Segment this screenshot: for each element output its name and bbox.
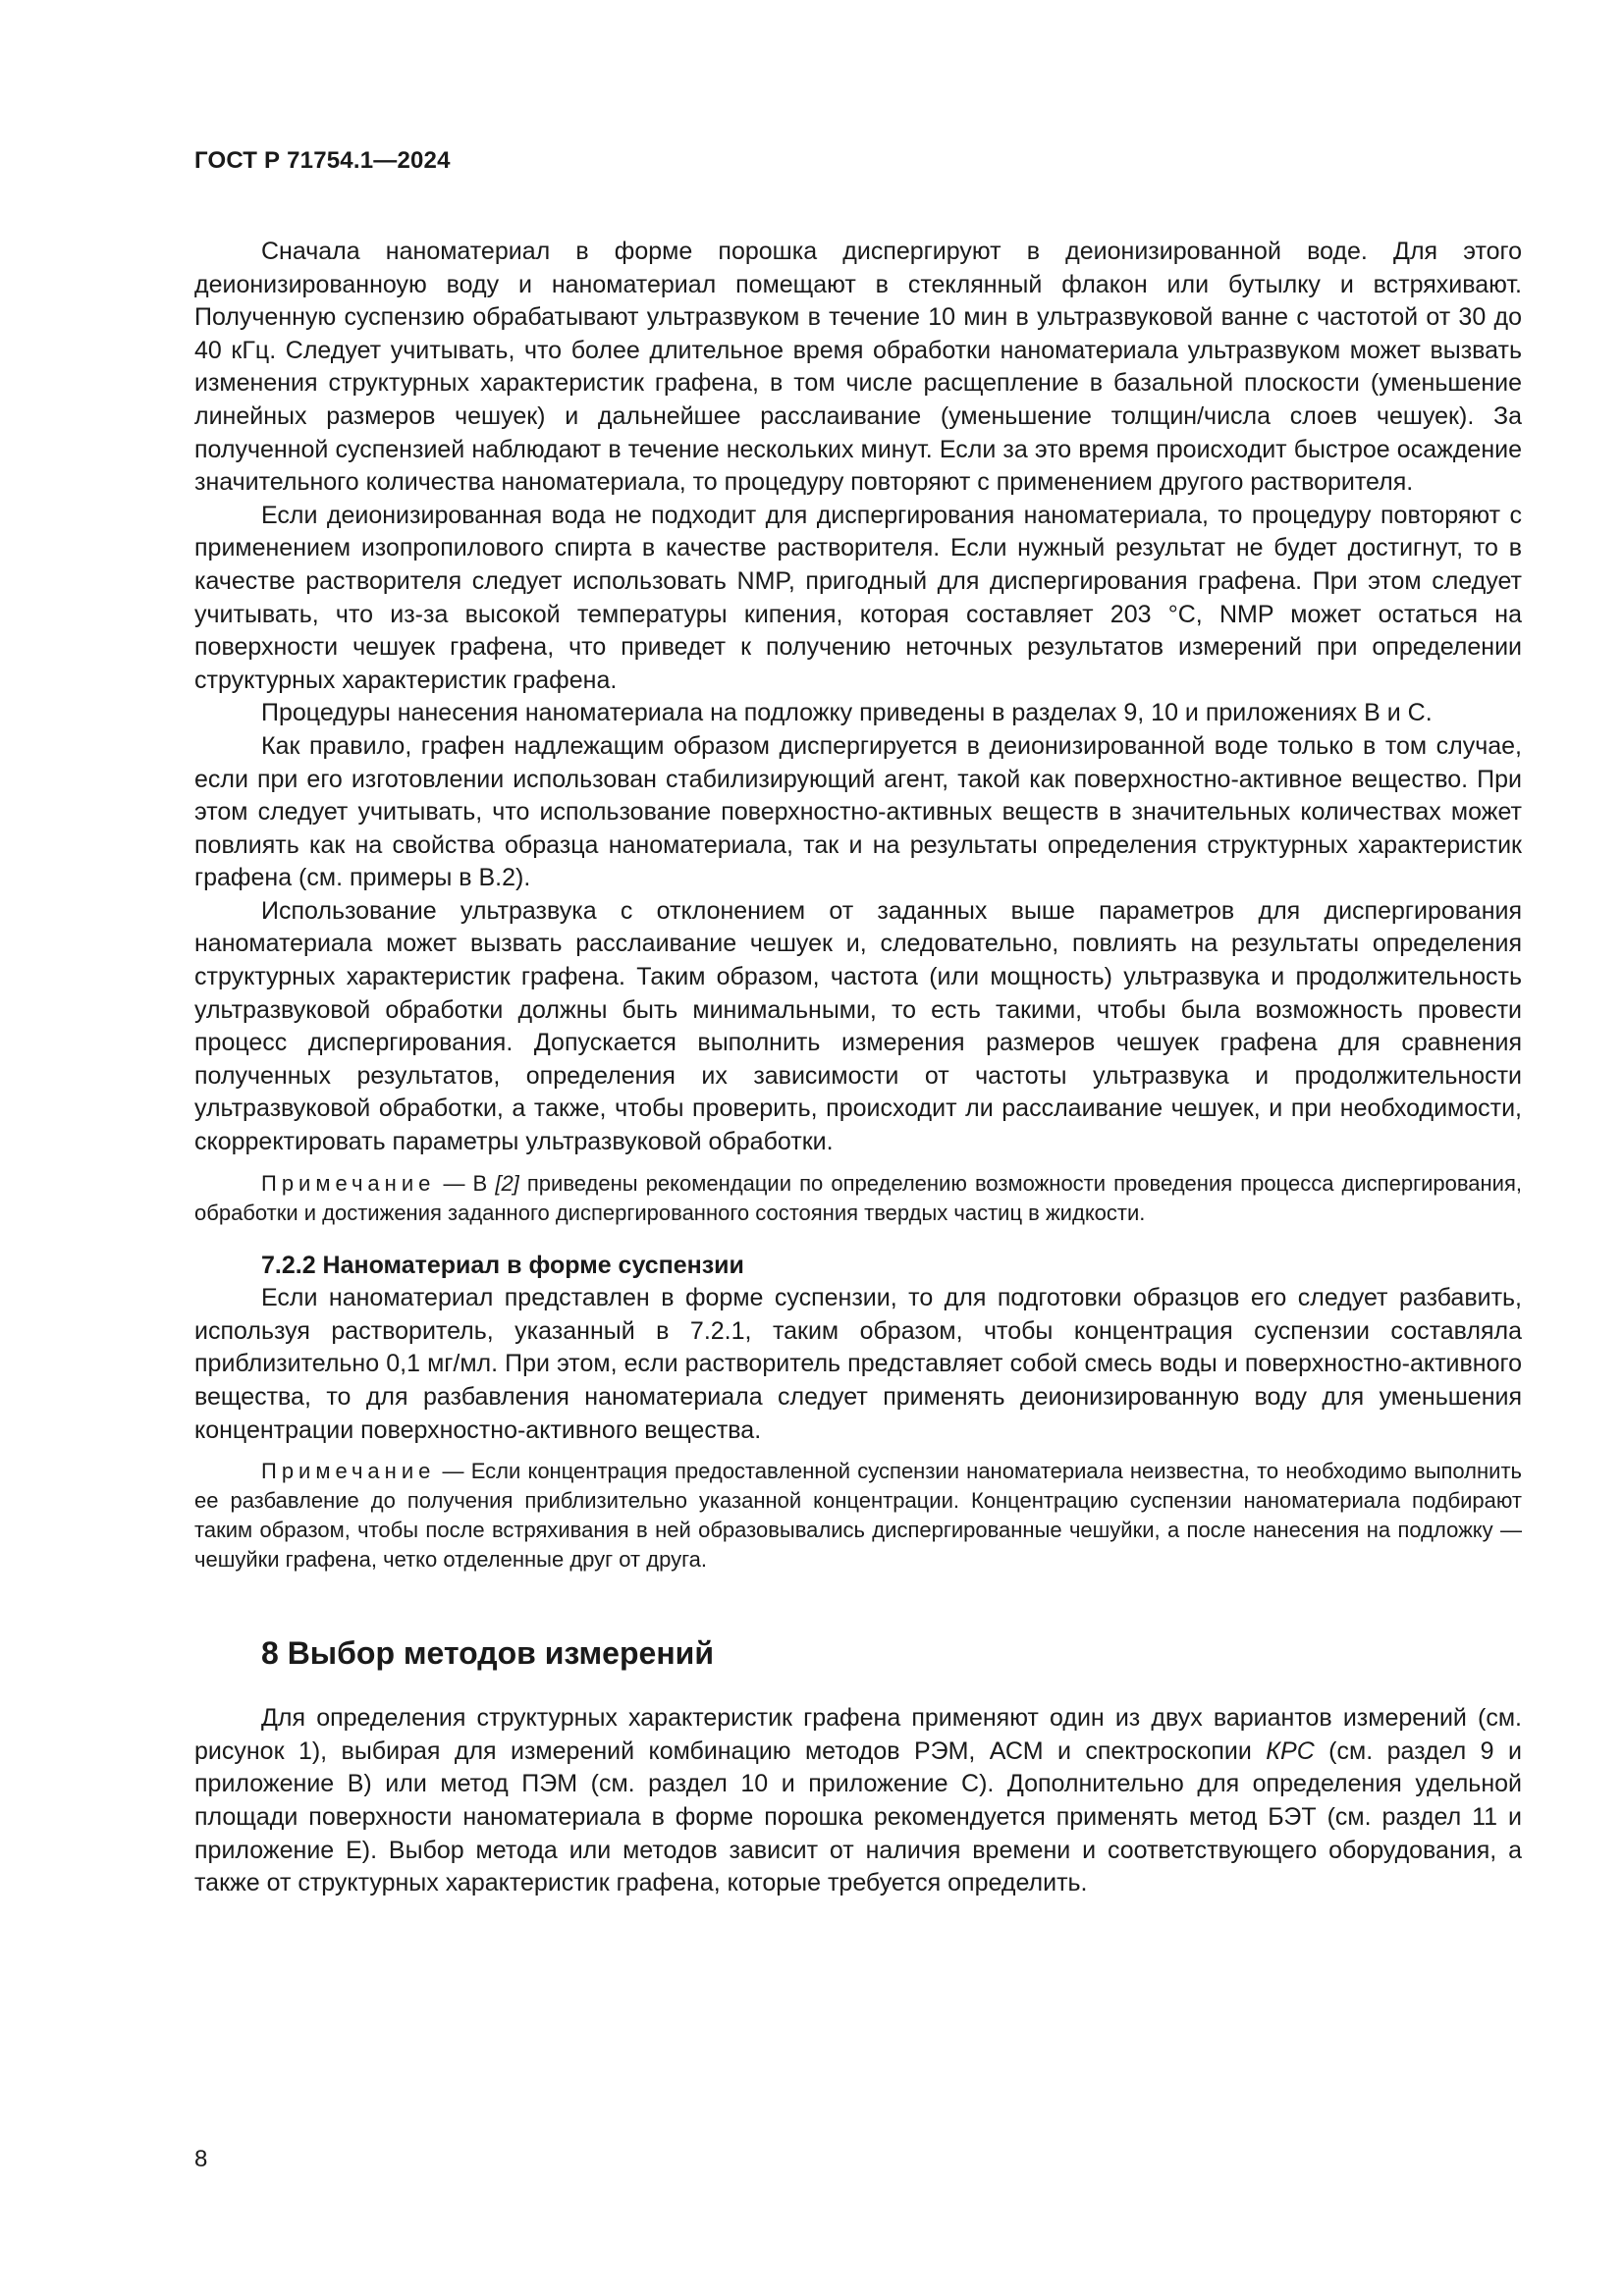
paragraph-method-selection (194, 1702, 1522, 1900)
subsection-heading-7-2-2: 7.2.2 Наноматериал в форме суспензии (261, 1251, 744, 1279)
note-unknown-concentration (194, 1457, 1522, 1575)
paragraph-surfactant: Как правило, графен надлежащим образом диспергируется в деионизированной воде только в том случае, если при его изготовлении использован стабилизирующий агент, такой как поверхностно-активное вещество. При этом следует учитывать, что использование поверхностно-активных веществ в значительных количествах может повлиять как на свойства образца наноматериала, так и на результаты определения структурных характеристик графена (см. примеры в В.2). (194, 731, 1522, 892)
text-fragment: Для определения структурных характеристик графена применяют один из двух вариантов измерений (см. рисунок 1), выбирая для измерений комбинацию методов РЭМ, АСМ и спектроскопии (194, 1704, 1522, 1765)
note-dispersion-reference (194, 1169, 1522, 1228)
document-page (194, 147, 1522, 1900)
note-text: приведены рекомендации по определению возможности проведения процесса диспергирования, обработки и достижения заданного диспергированного состояния твердых частиц в жидкости. (194, 1170, 1522, 1225)
note-text: — Если концентрация предоставленной суспензии наноматериала неизвестна, то необходимо выполнить ее разбавление до получения приблизительно указанной концентрации. Концентрацию суспензии наноматериала подбирают таким образом, чтобы после встряхивания в ней образовывались диспергированные чешуйки, а после нанесения на подложку — чешуйки графена, четко отделенные друг от друга. (194, 1459, 1522, 1573)
page-number: 8 (194, 2146, 208, 2172)
document-header: ГОСТ Р 71754.1—2024 (194, 147, 451, 174)
paragraph-dispersion-procedure: Сначала наноматериал в форме порошка диспергируют в деионизированной воде. Для этого деионизированноую воду и наноматериал помещают в стеклянный флакон или бутылку и встряхивают. Полученную суспензию обрабатывают ультразвуком в течение 10 мин в ультразвуковой ванне с частотой от 30 до 40 кГц. Следует учитывать, что более длительное время обработки наноматериала ультразвуком может вызвать изменения структурных характеристик графена, в том числе расщепление в базальной плоскости (уменьшение линейных размеров чешуек) и дальнейшее расслаивание (уменьшение толщин/числа слоев чешуек). За полученной суспензией наблюдают в течение нескольких минут. Если за это время происходит быстрое осаждение значительного количества наноматериала, то процедуру повторяют с применением другого растворителя. (194, 238, 1522, 497)
note-label: Примечание (261, 1459, 436, 1484)
abbrev-krs: КРС (1266, 1736, 1315, 1765)
paragraph-alternative-solvents: Если деионизированная вода не подходит для диспергирования наноматериала, то процедуру повторяют с применением изопропилового спирта в качестве растворителя. Если нужный результат не будет достигнут, то в качестве растворителя следует использовать NMP, пригодный для диспергирования графена. При этом следует учитывать, что из-за высокой температуры кипения, которая составляет 203 °С, NMP может остаться на поверхности чешуек графена, что приведет к получению неточных результатов измерений при определении структурных характеристик графена. (194, 501, 1522, 694)
note-label: Примечание (261, 1170, 436, 1196)
paragraph-deposition-reference: Процедуры нанесения наноматериала на подложку приведены в разделах 9, 10 и приложениях В и С. (261, 699, 1433, 727)
note-dash: — В (435, 1170, 496, 1196)
text-fragment: (см. раздел 9 и приложение В) или метод ПЭМ (см. раздел 10 и приложение С). Дополнительно для определения удельной площади поверхности наноматериала в форме порошка рекомендуется применять метод БЭТ (см. раздел 11 и приложение Е). Выбор метода или методов зависит от наличия времени и соответствующего оборудования, а также от структурных характеристик графена, которые требуется определить. (194, 1736, 1522, 1897)
paragraph-ultrasound-parameters: Использование ультразвука с отклонением от заданных выше параметров для диспергирования наноматериала может вызвать расслаивание чешуек и, следовательно, повлиять на результаты определения структурных характеристик графена. Таким образом, частота (или мощность) ультразвука и продолжительность ультразвуковой обработки должны быть минимальными, то есть такими, чтобы была возможность провести процесс диспергирования. Допускается выполнить измерения размеров чешуек графена для сравнения полученных результатов, определения их зависимости от частоты ультразвука и продолжительности ультразвуковой обработки, а также, чтобы проверить, происходит ли расслаивание чешуек, и при необходимости, скорректировать параметры ультразвуковой обработки. (194, 896, 1522, 1156)
section-heading-8: 8 Выбор методов измерений (261, 1635, 714, 1672)
bibliography-ref: [2] (495, 1170, 519, 1196)
paragraph-suspension-dilution: Если наноматериал представлен в форме суспензии, то для подготовки образцов его следует разбавить, используя растворитель, указанный в 7.2.1, таким образом, чтобы концентрация суспензии составляла приблизительно 0,1 мг/мл. При этом, если растворитель представляет собой смесь воды и поверхностно-активного вещества, то для разбавления наноматериала следует применять деионизированную воду для уменьшения концентрации поверхностно-активного вещества. (194, 1284, 1522, 1444)
